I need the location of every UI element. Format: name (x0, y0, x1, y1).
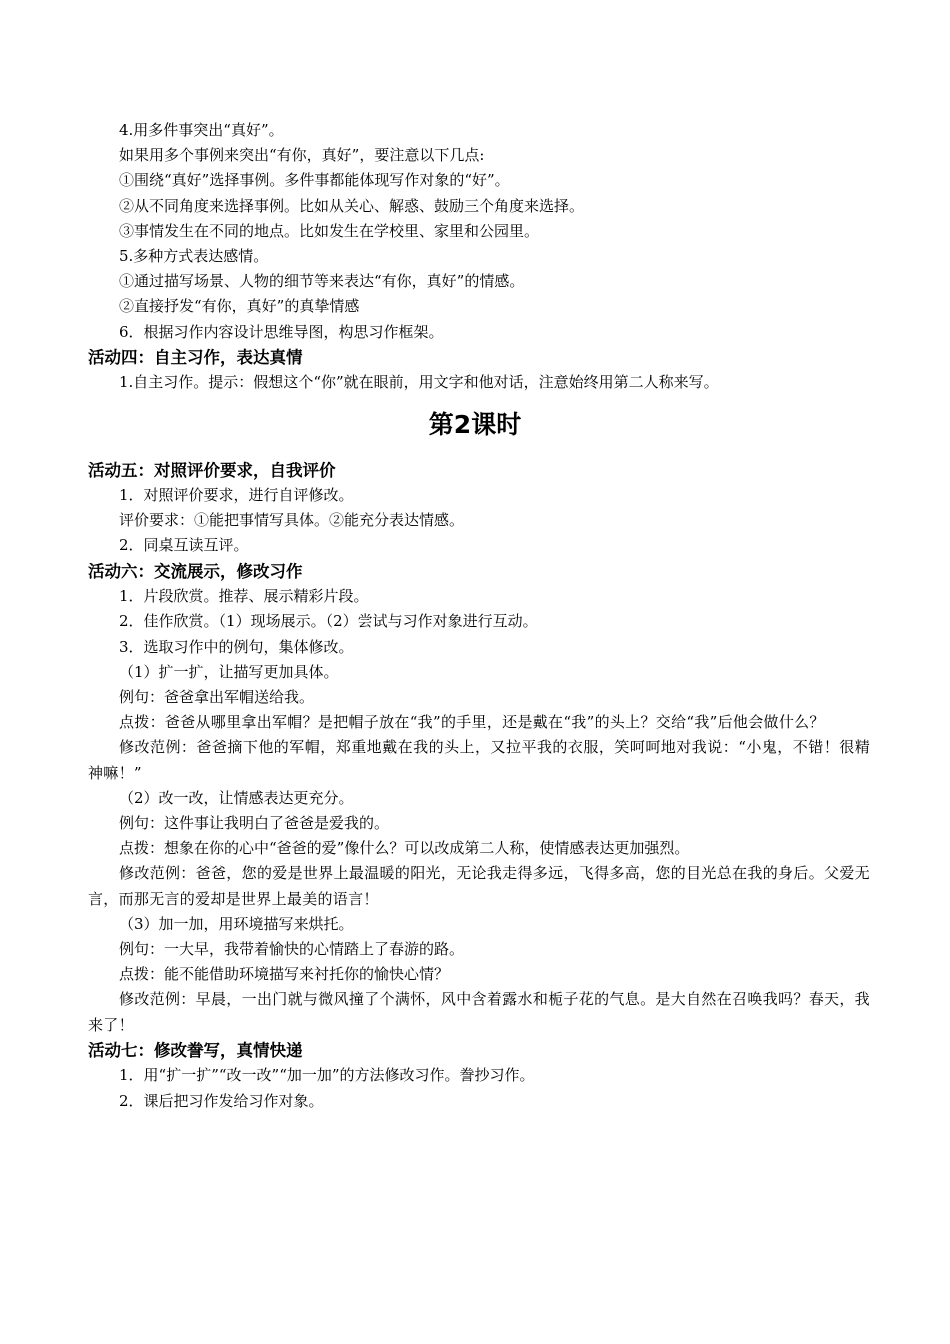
text-line: （2）改一改，让情感表达更充分。 (119, 788, 354, 807)
text-line: 评价要求：①能把事情写具体。②能充分表达情感。 (119, 511, 465, 530)
activity-heading: 活动五：对照评价要求，自我评价 (88, 460, 336, 480)
activity-heading: 活动四：自主习作，表达真情 (88, 347, 303, 367)
text-line: 1．对照评价要求，进行自评修改。 (119, 486, 354, 505)
text-line: 2．佳作欣赏。（1）现场展示。（2）尝试与习作对象进行互动。 (119, 612, 538, 631)
activity-heading: 活动七：修改誊写，真情快递 (88, 1040, 303, 1060)
text-line: 4.用多件事突出“真好”。 (119, 121, 284, 139)
text-line: 点拨：想象在你的心中“爸爸的爱”像什么？可以改成第二人称，使情感表达更加强烈。 (119, 839, 690, 858)
text-paragraph: 修改范例：早晨，一出门就与微风撞了个满怀，风中含着露水和栀子花的气息。是大自然在召唤我吗？春天，我来了！ (88, 990, 870, 1034)
text-line: 点拨：能不能借助环境描写来衬托你的愉快心情？ (119, 965, 450, 984)
text-line: 5.多种方式表达感情。 (119, 247, 269, 266)
text-line: 1.自主习作。提示：假想这个“你”就在眼前，用文字和他对话，注意始终用第二人称来写。 (119, 373, 719, 392)
text-line: 1．用“扩一扩”“改一改”“加一加”的方法修改习作。誊抄习作。 (119, 1066, 535, 1085)
text-line: （1）扩一扩，让描写更加具体。 (119, 662, 339, 681)
text-paragraph: 修改范例：爸爸摘下他的军帽，郑重地戴在我的头上，又拉平我的衣服，笑呵呵地对我说：“小鬼，不错！很精神嘛！” (88, 738, 870, 782)
text-line: 2．课后把习作发给习作对象。 (119, 1091, 324, 1110)
document-content (88, 118, 870, 1114)
text-line: 例句：一大早，我带着愉快的心情踏上了春游的路。 (119, 939, 465, 958)
text-line: ③事情发生在不同的地点。比如发生在学校里、家里和公园里。 (119, 221, 540, 240)
text-line: ②从不同角度来选择事例。比如从关心、解惑、鼓励三个角度来选择。 (119, 196, 585, 215)
text-line: 例句：爸爸拿出军帽送给我。 (119, 687, 315, 706)
text-line: ①围绕“真好”选择事例。多件事都能体现写作对象的“好”。 (119, 171, 510, 190)
text-line: 如果用多个事例来突出“有你，真好”，要注意以下几点: (119, 146, 485, 165)
text-line: 1．片段欣赏。推荐、展示精彩片段。 (119, 587, 369, 606)
text-line: 2．同桌互读互评。 (119, 536, 249, 555)
text-line: 3．选取习作中的例句，集体修改。 (119, 637, 354, 656)
text-paragraph: 点拨：爸爸从哪里拿出军帽？是把帽子放在“我”的手里，还是戴在“我”的头上？交给“我”后他会做什么？ (119, 713, 825, 732)
text-line: 例句：这件事让我明白了爸爸是爱我的。 (119, 813, 390, 832)
text-paragraph: 修改范例：爸爸，您的爱是世界上最温暖的阳光，无论我走得多远，飞得多高，您的目光总在我的身后。父爱无言，而那无言的爱却是世界上最美的语言！ (88, 864, 870, 908)
text-line: ②直接抒发“有你，真好”的真挚情感 (119, 297, 360, 316)
text-line: （3）加一加，用环境描写来烘托。 (119, 914, 354, 933)
lesson-title: 第2课时 (428, 409, 522, 439)
activity-heading: 活动六：交流展示，修改习作 (88, 561, 303, 581)
text-line: ①通过描写场景、人物的细节等来表达“有你，真好”的情感。 (119, 272, 525, 291)
text-line: 6．根据习作内容设计思维导图，构思习作框架。 (119, 322, 444, 341)
